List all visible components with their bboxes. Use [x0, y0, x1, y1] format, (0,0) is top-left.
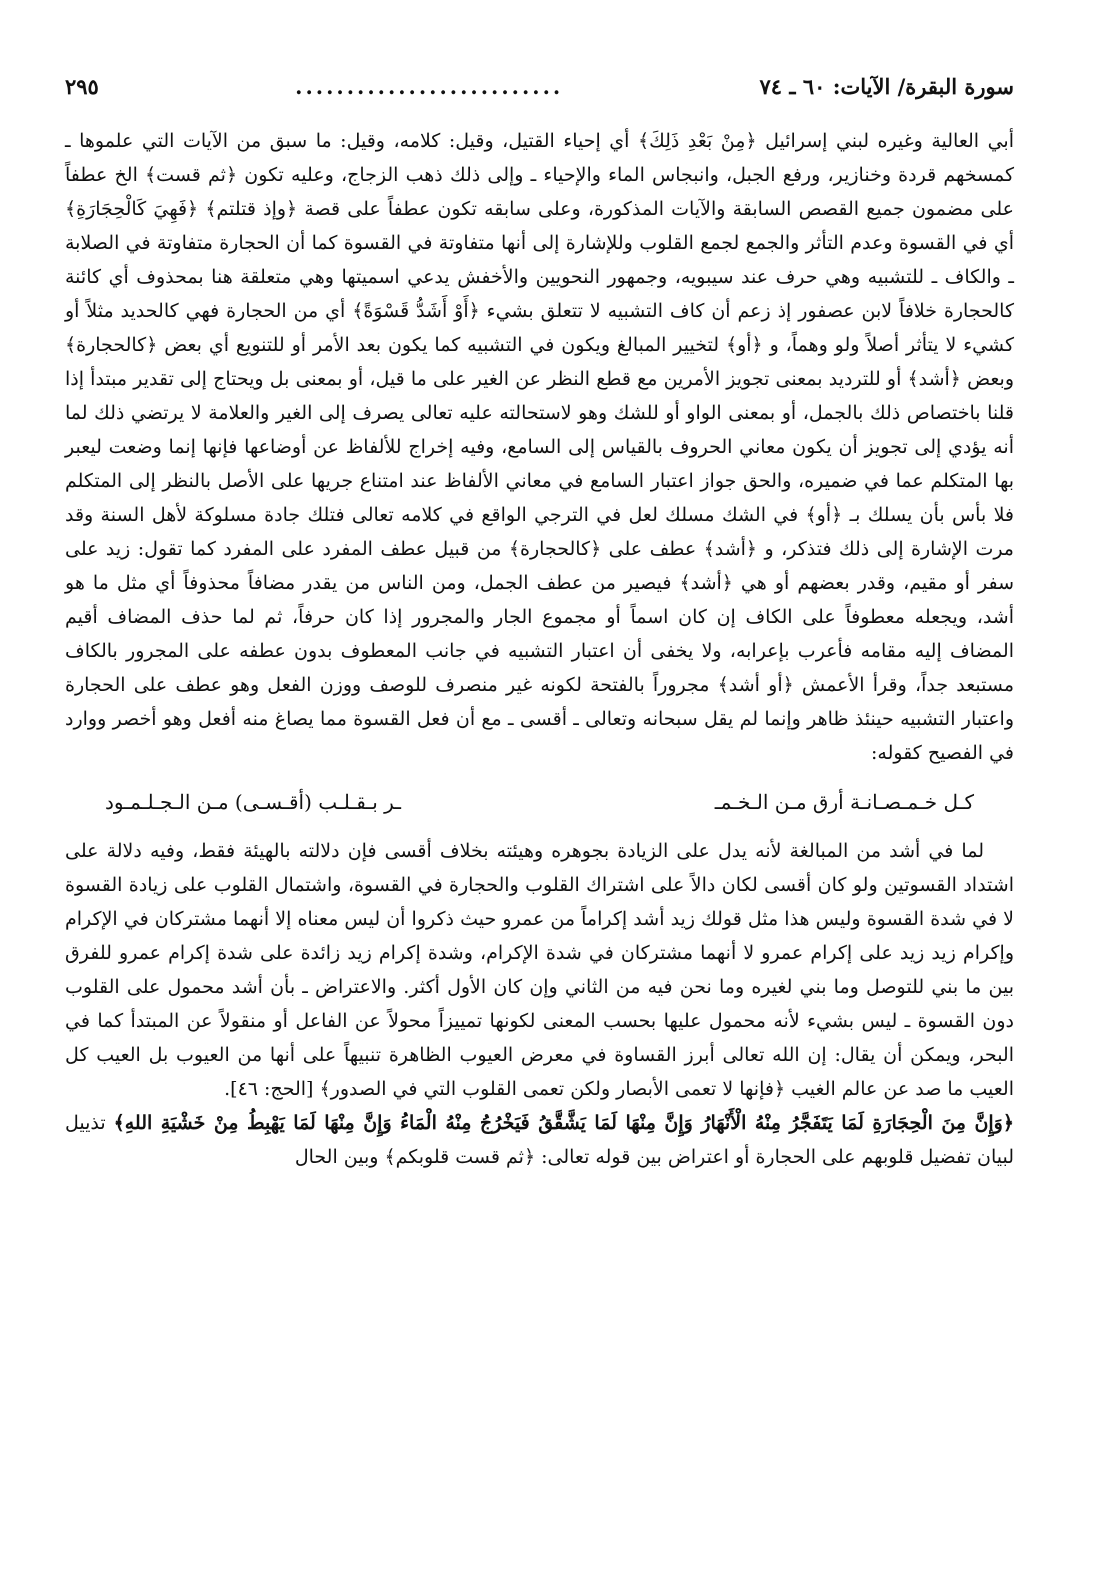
page-header — [65, 74, 1014, 112]
paragraph-1: أبي العالية وغيره لبني إسرائيل ﴿مِنْ بَعْدِ ذَلِكَ﴾ أي إحياء القتيل، وقيل: كلامه، وقيل: ما سبق من الآيات التي علموها ـ كمسخهم قردة وخنازير، ورفع الجبل، وانبجاس الماء والإحياء ـ وإلى ذلك ذهب الزجاج، وعليه تكون ﴿ثم قست﴾ الخ عطفاً على مضمون جميع القصص السابقة والآيات المذكورة، وعلى سابقه تكون عطفاً على قصة ﴿وإذ قتلتم﴾ ﴿فَهِيَ كَالْحِجَارَةِ﴾ أي في القسوة وعدم التأثر والجمع لجمع القلوب وللإشارة إلى أنها متفاوتة في القسوة كما أن الحجارة متفاوتة في الصلابة ـ والكاف ـ للتشبيه وهي حرف عند سيبويه، وجمهور النحويين والأخفش يدعي اسميتها وهي متعلقة هنا بمحذوف أي كائنة كالحجارة خلافاً لابن عصفور إذ زعم أن كاف التشبيه لا تتعلق بشيء ﴿أَوْ أَشَدُّ قَسْوَةً﴾ أي من الحجارة فهي كالحديد مثلاً أو كشيء لا يتأثر أصلاً ولو وهماً، و ﴿أو﴾ لتخيير المبالغ ويكون في التشبيه كما يكون بعد الأمر أو للتنويع أي بعض ﴿كالحجارة﴾ وبعض ﴿أشد﴾ أو للترديد بمعنى تجويز الأمرين مع قطع النظر عن الغير على ما قيل، أو بمعنى بل ويحتاج إلى تقدير مبتدأ إذا قلنا باختصاص ذلك بالجمل، أو بمعنى الواو أو للشك وهو لاستحالته عليه تعالى يصرف إلى الغير والعلامة لا يرتضي ذلك لما أنه يؤدي إلى تجويز أن يكون معاني الحروف بالقياس إلى السامع، وفيه إخراج للألفاظ عن أوضاعها فإنها إنما وضعت ليعبر بها المتكلم عما في ضميره، والحق جواز اعتبار السامع في معاني الألفاظ عند امتناع جريها على الأصل بالنظر إلى المتكلم فلا بأس بأن يسلك بـ ﴿أو﴾ في الشك مسلك لعل في الترجي الواقع في كلامه تعالى فتلك جادة مسلوكة لأهل السنة وقد مرت الإشارة إلى ذلك فتذكر، و ﴿أشد﴾ عطف على ﴿كالحجارة﴾ من قبيل عطف المفرد على المفرد كما تقول: زيد على سفر أو مقيم، وقدر بعضهم أو هي ﴿أشد﴾ فيصير من عطف الجمل، ومن الناس من يقدر مضافاً محذوفاً أي مثل ما هو أشد، ويجعله معطوفاً على الكاف إن كان اسماً أو مجموع الجار والمجرور إذا كان حرفاً، ثم لما حذف المضاف أقيم المضاف إليه مقامه فأعرب بإعرابه، ولا يخفى أن اعتبار التشبيه في جانب المعطوف بدون عطفه على المجرور بالكاف مستبعد جداً، وقرأ الأعمش ﴿أو أشد﴾ مجروراً بالفتحة لكونه غير منصرف للوصف ووزن الفعل وهو عطف على الحجارة واعتبار التشبيه حينئذ ظاهر وإنما لم يقل سبحانه وتعالى ـ أقسى ـ مع أن فعل القسوة مما يصاغ منه أفعل وهو أخصر ووارد في الفصيح كقوله: — [65, 130, 1014, 764]
running-title: سورة البقرة/ الآيات: ٦٠ ـ ٧٤ — [759, 74, 1014, 99]
verse-second-hemistich: ـر بـقـلـب (أقـسـى) مـن الـجـلـمـود — [105, 790, 402, 814]
verse-first-hemistich: كـل خـمـصـانـة أرق مـن الـخـمـ — [714, 790, 974, 814]
leader-dots: .......................... — [295, 74, 564, 99]
page-number: ٢٩٥ — [65, 74, 99, 99]
poetry-verse — [105, 784, 974, 820]
commentary-text: تذييل لبيان تفضيل قلوبهم على الحجارة أو اعتراض بين قوله تعالى: ﴿ثم قست قلوبكم﴾ وبين الحال — [65, 1112, 1014, 1168]
paragraph-3 — [65, 1106, 1014, 1174]
main-text — [65, 124, 1014, 1174]
quran-verse: ﴿وَإِنَّ مِنَ الْحِجَارَةِ لَمَا يَتَفَجَّرُ مِنْهُ الْأَنْهَارُ وَإِنَّ مِنْهَا لَمَا يَشَّقَّقُ فَيَخْرُجُ مِنْهُ الْمَاءُ وَإِنَّ مِنْهَا لَمَا يَهْبِطُ مِنْ خَشْيَةِ اللهِ﴾ — [113, 1112, 1014, 1134]
paragraph-2: لما في أشد من المبالغة لأنه يدل على الزيادة بجوهره وهيئته بخلاف أقسى فإن دلالته بالهيئة فقط، وفيه دلالة على اشتداد القسوتين ولو كان أقسى لكان دالاً على اشتراك القلوب والحجارة في القسوة، واشتمال القلوب على زيادة القسوة لا في شدة القسوة وليس هذا مثل قولك زيد أشد إكراماً من عمرو حيث ذكروا أن ليس معناه إلا أنهما مشتركان في الإكرام وإكرام زيد زيد على إكرام عمرو لا أنهما مشتركان في شدة الإكرام، وشدة إكرام زيد زائدة على شدة إكرام عمرو للفرق بين ما بني للتوصل وما بني لغيره وما نحن فيه من الثاني وإن كان الأول أكثر. والاعتراض ـ بأن أشد محمول على القلوب دون القسوة ـ ليس بشيء لأنه محمول عليها بحسب المعنى لكونها تمييزاً محولاً عن الفاعل أو منقولاً عن المبتدأ كما في البحر، ويمكن أن يقال: إن الله تعالى أبرز القساوة في معرض العيوب الظاهرة تنبيهاً على أنها من العيوب بل العيب كل العيب ما صد عن عالم الغيب ﴿فإنها لا تعمى الأبصار ولكن تعمى القلوب التي في الصدور﴾ [الحج: ٤٦]. — [65, 840, 1014, 1100]
